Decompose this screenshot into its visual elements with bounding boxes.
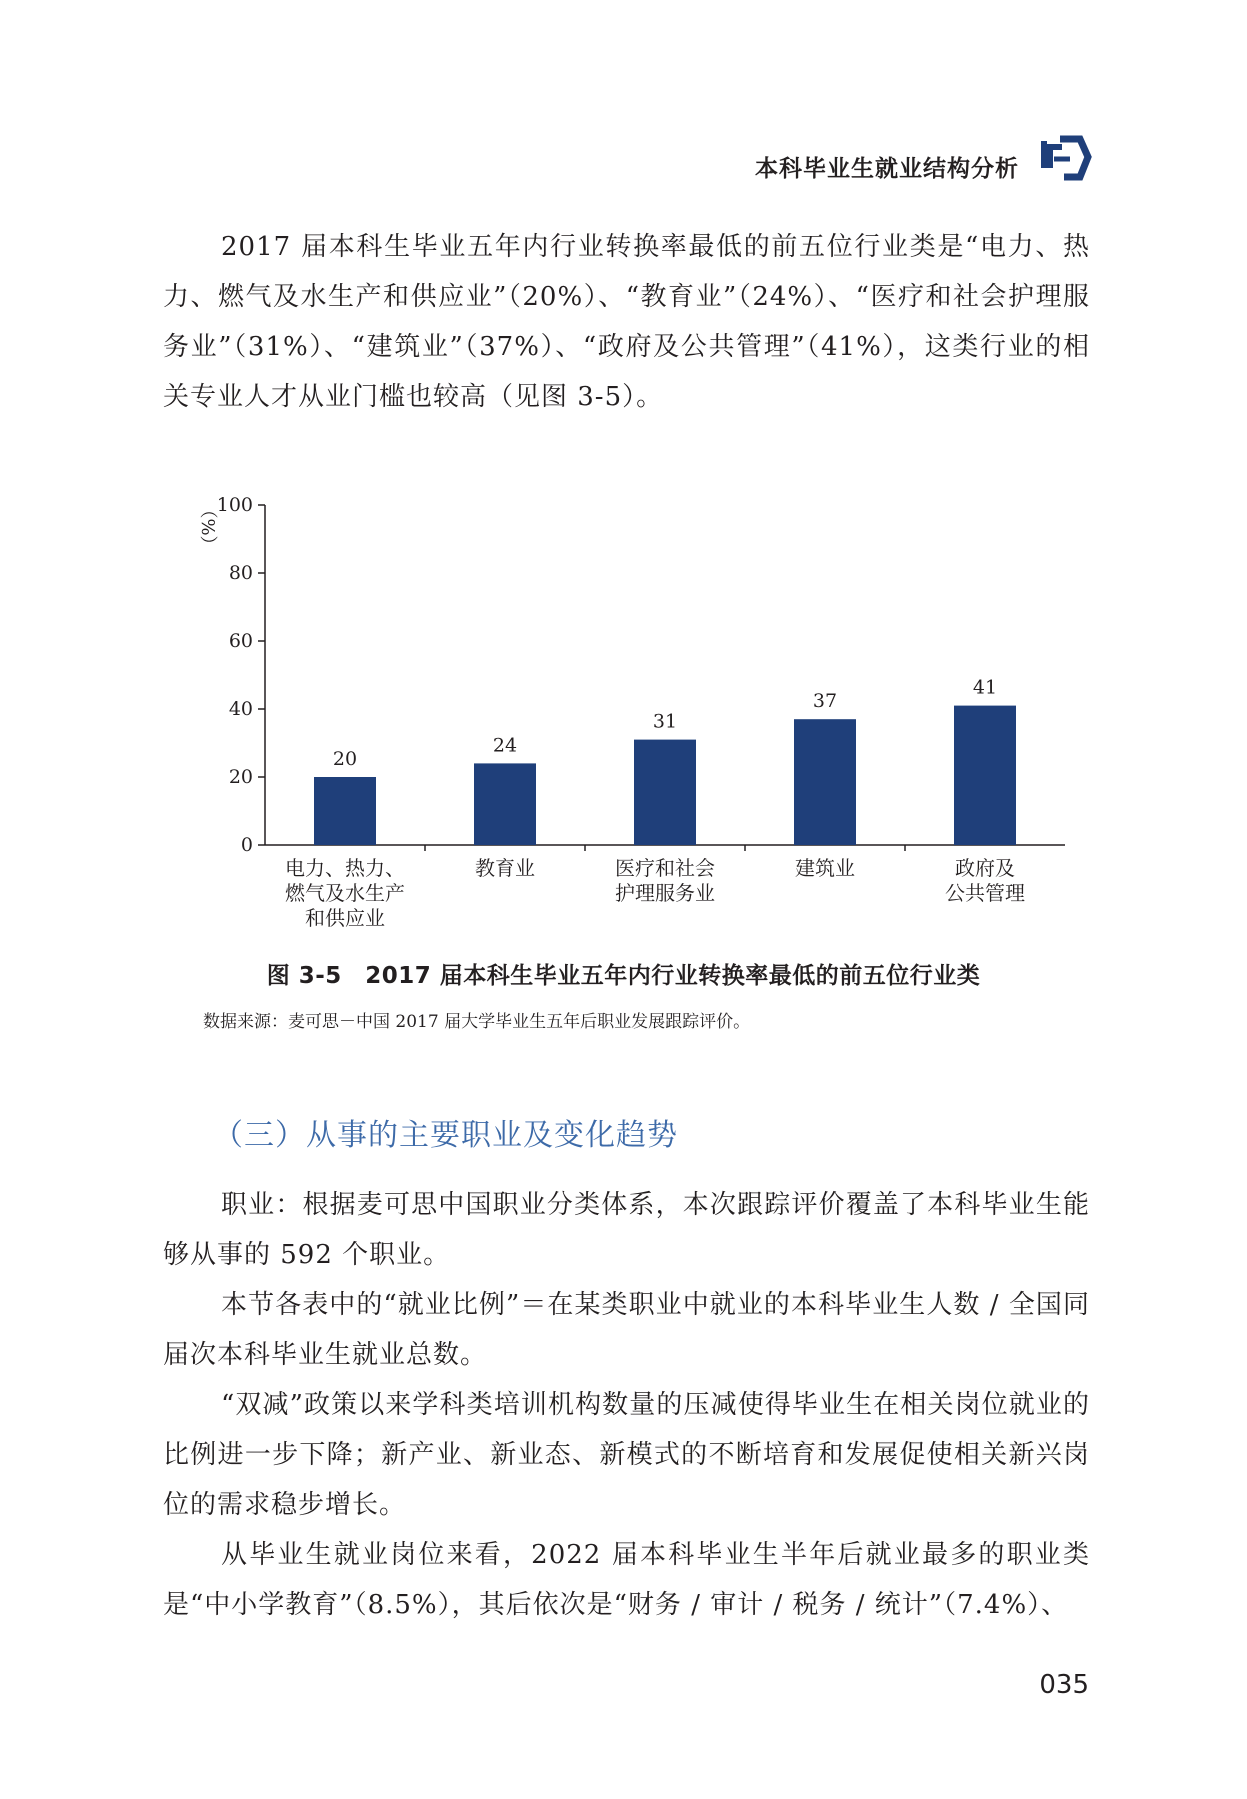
x-tick-label: 燃气及水生产: [285, 881, 405, 905]
y-tick-label: 0: [240, 834, 253, 856]
x-tick-label: 建筑业: [795, 856, 855, 880]
x-tick-label: 医疗和社会: [615, 856, 715, 880]
bar-value-label: 41: [972, 676, 998, 699]
intro-paragraph: [163, 222, 1090, 422]
section-heading: （三）从事的主要职业及变化趋势: [213, 1118, 678, 1153]
bar: [474, 763, 536, 845]
x-tick-label: 公共管理: [945, 881, 1025, 905]
bar-chart: [180, 485, 1080, 955]
figure-source: 数据来源：麦可思－中国 2017 届大学毕业生五年后职业发展跟踪评价。: [203, 1012, 751, 1032]
y-tick-label: 20: [228, 766, 253, 788]
bar-value-label: 31: [652, 710, 678, 733]
y-tick-label: 100: [216, 494, 253, 516]
x-tick-label: 电力、热力、: [285, 856, 405, 880]
body-text: [163, 1180, 1090, 1630]
x-tick-label: 教育业: [475, 856, 535, 880]
bar-value-label: 37: [812, 690, 838, 713]
bar: [954, 706, 1016, 845]
bar: [794, 719, 856, 845]
x-tick-label: 护理服务业: [615, 881, 715, 905]
body-paragraph: 职业：根据麦可思中国职业分类体系，本次跟踪评价覆盖了本科毕业生能够从事的 592 个职业。: [163, 1190, 1090, 1270]
body-paragraph: 从毕业生就业岗位来看，2022 届本科毕业生半年后就业最多的职业类是“中小学教育”（8.5%），其后依次是“财务 / 审计 / 税务 / 统计”（7.4%）、: [163, 1540, 1090, 1620]
chapter-bracket-logo: [1040, 135, 1096, 181]
page-number: 035: [1039, 1670, 1089, 1700]
bar: [314, 777, 376, 845]
body-paragraph: 本节各表中的“就业比例”＝在某类职业中就业的本科毕业生人数 / 全国同届次本科毕业生就业总数。: [163, 1290, 1090, 1370]
y-tick-label: 80: [228, 562, 253, 584]
body-paragraph: “双减”政策以来学科类培训机构数量的压减使得毕业生在相关岗位就业的比例进一步下降；新产业、新业态、新模式的不断培育和发展促使相关新兴岗位的需求稳步增长。: [163, 1390, 1090, 1520]
x-tick-label: 政府及: [955, 856, 1015, 880]
y-tick-label: 60: [228, 630, 253, 652]
y-tick-label: 40: [228, 698, 253, 720]
y-axis-label: （%）: [197, 500, 218, 554]
running-header-title: 本科毕业生就业结构分析: [755, 156, 1019, 182]
intro-paragraph-text: 2017 届本科生毕业五年内行业转换率最低的前五位行业类是“电力、热力、燃气及水生产和供应业”（20%）、“教育业”（24%）、“医疗和社会护理服务业”（31%）、“建筑业”（37%）、“政府及公共管理”（41%），这类行业的相关专业人才从业门槛也较高（见图 3-5）。: [163, 232, 1090, 412]
bar-value-label: 20: [332, 748, 358, 770]
bar: [634, 740, 696, 845]
bar-value-label: 24: [492, 734, 518, 757]
x-tick-label: 和供应业: [305, 906, 385, 930]
figure-caption: 图 3-5 2017 届本科生毕业五年内行业转换率最低的前五位行业类: [266, 963, 981, 989]
